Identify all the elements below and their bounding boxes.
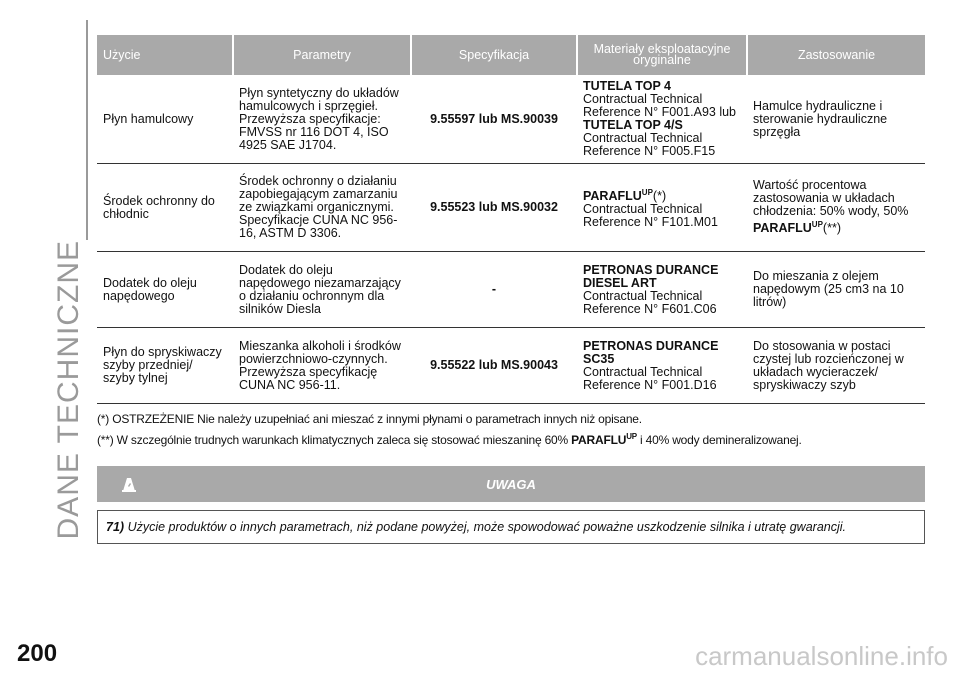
cell-materials: $PARAFLU^{UP}(*)$ Contractual Technical Reference N° F101.M01 <box>577 164 747 252</box>
cell-spec: 9.55522 lub MS.90043 <box>411 328 577 404</box>
page-number: 200 <box>17 640 58 667</box>
footnote-2: (**) W szczególnie trudnych warunkach klimatycznych zaleca się stosować mieszaninę 60% $PARAFLU^{UP}$ i 40% wody demineralizowanej. <box>97 432 802 447</box>
side-rule <box>86 20 88 240</box>
warning-ref: 71) <box>106 520 125 534</box>
warning-text: Użycie produktów o innych parametrach, niż podane powyżej, może spowodować poważne uszkodzenie silnika i utratę gwarancji. <box>127 520 846 534</box>
cell-usage: Środek ochronny do chłodnic <box>97 164 233 252</box>
header-spec: Specyfikacja <box>411 35 577 75</box>
table-header-row <box>97 35 925 75</box>
header-usage: Użycie <box>97 35 233 75</box>
cell-application: Do mieszania z olejem napędowym (25 cm3 na 10 litrów) <box>747 252 925 328</box>
cell-spec: 9.55597 lub MS.90039 <box>411 75 577 164</box>
section-title: DANE TECHNICZNE <box>52 240 85 540</box>
warning-box <box>97 510 925 544</box>
fluids-table <box>97 35 925 404</box>
header-application: Zastosowanie <box>747 35 925 75</box>
table-row <box>97 75 925 164</box>
header-params: Parametry <box>233 35 411 75</box>
cell-materials: PETRONAS DURANCE SC35 Contractual Technical Reference N° F001.D16 <box>577 328 747 404</box>
warning-title: UWAGA <box>486 477 536 492</box>
header-materials: Materiały eksploatacyjne oryginalne <box>577 35 747 75</box>
warning-header <box>97 466 925 502</box>
cell-materials: PETRONAS DURANCE DIESEL ART Contractual Technical Reference N° F601.C06 <box>577 252 747 328</box>
table-row <box>97 252 925 328</box>
cell-application: Hamulce hydrauliczne i sterowanie hydrauliczne sprzęgła <box>747 75 925 164</box>
cell-application: Wartość procentowa zastosowania w układach chłodzenia: 50% wody, 50% $PARAFLU^{UP}(**)$ <box>747 164 925 252</box>
cell-materials: TUTELA TOP 4 Contractual Technical Reference N° F001.A93 lub TUTELA TOP 4/S Contractual Technical Reference N° F005.F15 <box>577 75 747 164</box>
cell-params: Środek ochronny o działaniu zapobiegającym zamarzaniu ze związkami organicznymi. Specyfikacje CUNA NC 956-16, ASTM D 3306. <box>233 164 411 252</box>
watermark: carmanualsonline.info <box>695 641 948 671</box>
cell-params: Płyn syntetyczny do układów hamulcowych i sprzęgieł. Przewyższa specyfikacje: FMVSS nr 116 DOT 4, ISO 4925 SAE J1704. <box>233 75 411 164</box>
content <box>97 35 925 449</box>
cell-usage: Płyn do spryskiwaczy szyby przedniej/ szyby tylnej <box>97 328 233 404</box>
cell-usage: Płyn hamulcowy <box>97 75 233 164</box>
footnotes <box>97 410 925 449</box>
table-row <box>97 164 925 252</box>
cell-params: Dodatek do oleju napędowego niezamarzający o działaniu ochronnym dla silników Diesla <box>233 252 411 328</box>
cell-params: Mieszanka alkoholi i środków powierzchniowo-czynnych. Przewyższa specyfikację CUNA NC 956-11. <box>233 328 411 404</box>
footnote-1: (*) OSTRZEŻENIE Nie należy uzupełniać ani mieszać z innymi płynami o parametrach innych niż opisane. <box>97 412 642 426</box>
table-row <box>97 328 925 404</box>
cell-spec: - <box>411 252 577 328</box>
cell-application: Do stosowania w postaci czystej lub rozcieńczonej w układach wycieraczek/ spryskiwaczy szyb <box>747 328 925 404</box>
cell-usage: Dodatek do oleju napędowego <box>97 252 233 328</box>
cell-spec: 9.55523 lub MS.90032 <box>411 164 577 252</box>
